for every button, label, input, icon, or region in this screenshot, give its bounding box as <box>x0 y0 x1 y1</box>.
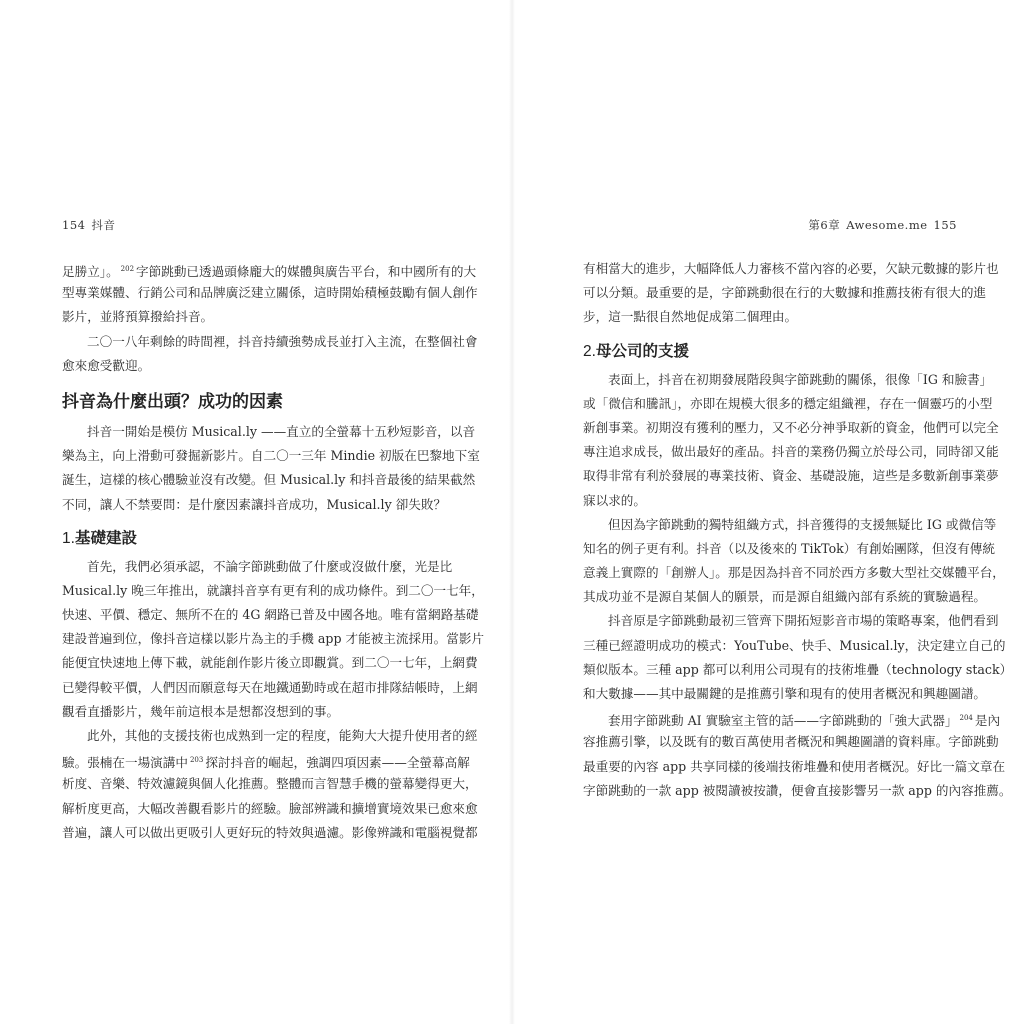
line-text: 可以分類。最重要的是，字節跳動很在行的大數據和推薦技術有很大的進 <box>583 285 986 301</box>
subheading-text: 基礎建設 <box>74 527 137 547</box>
line-text: 抖音一開始是模仿 Musical.ly ——直立的全螢幕十五秒短影音，以音 <box>87 423 476 439</box>
left-page-number: 154 <box>62 218 86 232</box>
line-text: Musical.ly 晚三年推出，就讓抖音享有更有利的成功條件。到二〇一七年， <box>62 582 484 598</box>
line-text: 觀看直播影片，幾年前這根本是想都沒想到的事。 <box>62 703 340 719</box>
line-text: 抖音原是字節跳動最初三管齊下開拓短影音市場的策略專案，他們看到 <box>608 613 999 629</box>
text-line <box>62 579 484 603</box>
left-running-title: 抖音 <box>91 218 116 232</box>
line-text: 但因為字節跳動的獨特組織方式，抖音獲得的支援無疑比 IG 或微信等 <box>608 516 997 532</box>
right-block-2 <box>583 368 1013 803</box>
text-line <box>62 627 485 651</box>
line-text: 解析度更高，大幅改善觀看影片的經驗。臉部辨識和擴增實境效果已愈來愈 <box>62 800 478 816</box>
line-text: 最重要的內容 app 共享同樣的後端技術堆疊和使用者概況。好比一篇文章在 <box>583 758 1006 774</box>
text-line <box>583 730 999 754</box>
line-text: 套用字節跳動 AI 實驗室主管的話——字節跳動的「強大武器」 <box>608 713 958 729</box>
line-text: 有相當大的進步，大幅降低人力審核不當內容的必要，欠缺元數據的影片也 <box>583 261 999 276</box>
line-text: 表面上，抖音在初期發展階段與字節跳動的關係，很像「IG 和臉書」 <box>608 371 993 387</box>
text-line <box>62 330 478 354</box>
section-heading: 抖音為什麼出頭？成功的因素 <box>62 391 283 412</box>
line-text: 專注追求成長，做出最好的產品。抖音的業務仍獨立於母公司，同時卻又能 <box>583 444 999 460</box>
text-line <box>62 555 453 579</box>
line-text: 愈來愈受歡迎。 <box>62 357 151 373</box>
left-body-text <box>62 257 485 845</box>
line-text: 取得非常有利於發展的專業技術、資金、基礎設施，這些是多數新創事業夢 <box>583 468 999 484</box>
text-line <box>62 493 450 517</box>
text-line <box>62 603 479 627</box>
text-line <box>62 772 478 796</box>
line-text: 和大數據——其中最關鍵的是推薦引擎和現有的使用者概況和興趣圖譜。 <box>583 686 986 701</box>
line-text-tail: 探討抖音的崛起，強調四項因素——全螢幕高解 <box>205 755 470 771</box>
line-text: 誕生，這樣的核心體驗並沒有改變。但 Musical.ly 和抖音最後的結果截然 <box>62 472 476 488</box>
text-line <box>583 706 1001 730</box>
line-text: 類似版本。三種 app 都可以利用公司現有的技術堆疊（technology stack） <box>583 661 1013 677</box>
line-text: 已變得較平價，人們因而願意每天在地鐵通勤時或在超市排隊結帳時，上網 <box>62 679 478 695</box>
text-line <box>62 468 476 492</box>
text-line <box>583 368 993 392</box>
line-text: 步，這一點很自然地促成第二個理由。 <box>583 309 798 325</box>
left-block-1 <box>62 257 478 378</box>
text-line <box>583 489 959 513</box>
text-line <box>583 658 1013 682</box>
text-line <box>583 305 959 329</box>
text-line <box>583 440 999 464</box>
subheading-text: 母公司的支援 <box>595 340 689 360</box>
right-body-text <box>583 257 1013 803</box>
text-line <box>583 609 999 633</box>
line-text: 三種已經證明成功的模式：YouTube、快手、Musical.ly，決定建立自己的 <box>583 637 1006 653</box>
text-line <box>62 257 477 281</box>
text-line <box>583 281 986 305</box>
line-text: 意義上實際的「創辦人」。那是因為抖音不同於西方多數大型社交媒體平台， <box>583 565 1005 581</box>
subheading-number: 2. <box>583 342 596 360</box>
text-line <box>583 392 993 416</box>
line-text: 快速、平價、穩定、無所不在的 4G 網路已普及中國各地。唯有當網路基礎 <box>62 607 479 623</box>
text-line <box>583 257 999 281</box>
text-line <box>62 354 450 378</box>
right-page-number: 155 <box>933 218 957 232</box>
text-line <box>62 700 450 724</box>
line-text: 能便宜快速地上傳下載，就能創作影片後立即觀賞。到二〇一七年，上網費 <box>62 655 478 671</box>
line-text: 足勝立」。 <box>62 264 119 279</box>
line-text: 新創事業。初期沒有獲利的壓力，又不必分神爭取新的資金，他們可以完全 <box>583 419 999 435</box>
text-line <box>62 444 480 468</box>
right-block-1 <box>583 257 999 330</box>
text-line <box>583 755 1006 779</box>
text-line <box>62 748 470 772</box>
line-text: 知名的例子更有利。抖音（以及後來的 TikTok）有創始團隊，但沒有傳統 <box>583 540 995 556</box>
left-running-head <box>62 217 115 233</box>
line-text: 建設普遍到位，像抖音這樣以影片為主的手機 app 才能被主流採用。當影片 <box>62 631 485 647</box>
text-line <box>62 651 478 675</box>
text-line <box>62 676 478 700</box>
chapter-title: Awesome.me <box>846 218 928 232</box>
line-text: 寐以求的。 <box>583 492 646 508</box>
line-text: 二〇一八年剩餘的時間裡，抖音持續強勢成長並打入主流，在整個社會 <box>87 333 478 349</box>
text-line <box>583 416 999 440</box>
line-text: 首先，我們必須承認，不論字節跳動做了什麼或沒做什麼，光是比 <box>87 558 453 574</box>
line-text: 或「微信和騰訊」，亦即在規模大很多的穩定組織裡，存在一個靈巧的小型 <box>583 395 993 411</box>
text-line <box>583 585 986 609</box>
footnote-marker: 202 <box>120 265 135 273</box>
text-line <box>583 634 1006 658</box>
line-text: 容推薦引擎，以及既有的數百萬使用者概況和興趣圖譜的資料庫。字節跳動 <box>583 734 999 750</box>
line-text: 此外，其他的支援技術也成熟到一定的程度，能夠大大提升使用者的經 <box>87 728 478 743</box>
text-line <box>62 305 450 329</box>
text-line <box>583 779 1012 803</box>
right-running-head <box>808 217 957 233</box>
text-line <box>62 821 478 845</box>
text-line <box>62 281 478 305</box>
line-text: 驗。張楠在一場演講中 <box>62 755 188 771</box>
line-text: 不同，讓人不禁要問：是什麼因素讓抖音成功，Musical.ly 卻失敗？ <box>62 496 447 512</box>
footnote-marker: 203 <box>189 756 204 765</box>
left-block-3 <box>62 555 485 845</box>
subheading-number: 1. <box>62 529 75 547</box>
chapter-label: 第6章 <box>808 218 841 232</box>
text-line <box>62 797 478 821</box>
line-text: 其成功並不是源自某個人的願景，而是源自組織內部有系統的實驗過程。 <box>583 589 986 605</box>
line-text: 字節跳動的一款 app 被閱讀被按讚，便會直接影響另一款 app 的內容推薦。 <box>583 782 1012 798</box>
line-text-tail: 字節跳動已透過頭條龐大的媒體與廣告平台，和中國所有的大 <box>136 264 477 279</box>
line-text-tail: 是內 <box>974 713 1001 729</box>
line-text: 析度、音樂、特效濾鏡與個人化推薦。整體而言智慧手機的螢幕變得更大， <box>62 776 478 792</box>
text-line <box>583 561 1005 585</box>
left-block-2 <box>62 420 480 517</box>
line-text: 影片，並將預算撥給抖音。 <box>62 309 214 325</box>
line-text: 普遍，讓人可以做出更吸引人更好玩的特效與過濾。影像辨識和電腦視覺都 <box>62 824 478 840</box>
subheading-parent-support <box>583 334 959 368</box>
text-line <box>583 464 999 488</box>
text-line <box>62 420 476 444</box>
line-text: 樂為主，向上滑動可發掘新影片。自二〇一三年 Mindie 初版在巴黎地下室 <box>62 448 480 464</box>
line-text: 型專業媒體、行銷公司和品牌廣泛建立關係，這時開始積極鼓勵有個人創作 <box>62 285 478 301</box>
footnote-marker: 204 <box>959 714 973 723</box>
subheading-infrastructure <box>62 521 450 555</box>
text-line <box>62 724 478 748</box>
text-line <box>583 682 986 706</box>
text-line <box>583 537 995 561</box>
text-line <box>583 513 997 537</box>
